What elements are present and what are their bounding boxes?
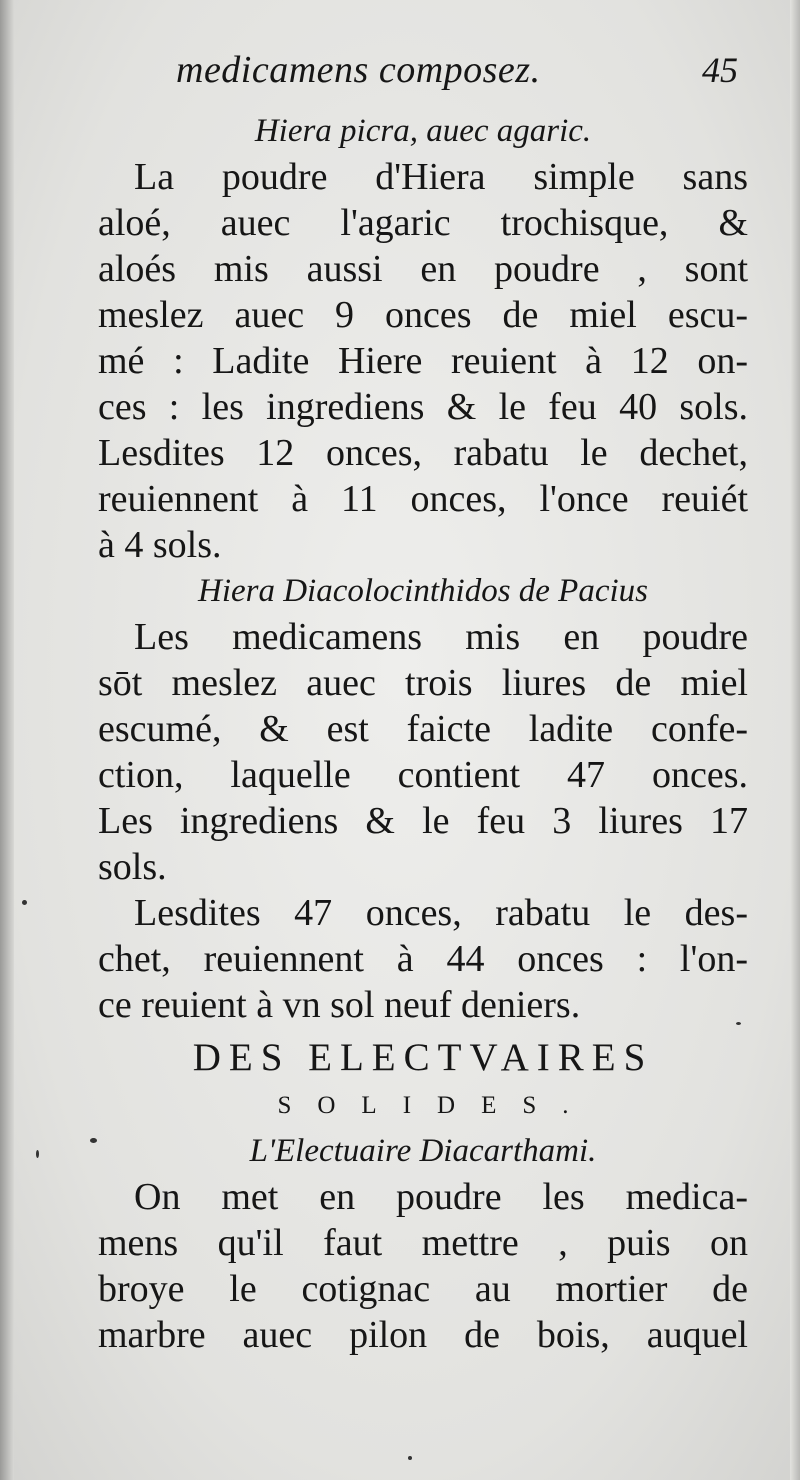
text-line: Les ingrediens & le feu 3 liures 17: [98, 800, 748, 842]
section-subtitle-solides: SOLIDES.: [277, 1092, 595, 1119]
page-header: [98, 48, 748, 108]
scan-speck: [90, 1138, 97, 1143]
text-line: ction, laquelle contient 47 onces.: [98, 754, 748, 796]
text-line: La poudre d'Hiera simple sans: [134, 156, 748, 198]
paragraph-diacolocinthidos-2: [98, 890, 748, 1028]
text-line: sols.: [98, 846, 167, 888]
scan-speck: [408, 1456, 412, 1460]
text-line: Les medicamens mis en poudre: [134, 616, 748, 658]
section-title-electuaires: DES ELECTVAIRES: [192, 1036, 654, 1079]
paragraph-hiera-picra: [98, 154, 748, 568]
heading-hiera-diacolocinthidos: Hiera Diacolocinthidos de Pacius: [197, 573, 648, 609]
heading-hiera-picra: Hiera picra, auec agaric.: [254, 113, 592, 149]
text-line: aloé, auec l'agaric trochisque, &: [98, 202, 748, 244]
scan-speck: [36, 1150, 39, 1158]
scan-speck: [22, 900, 27, 905]
text-line: mens qu'il faut mettre , puis on: [98, 1222, 748, 1264]
text-line: marbre auec pilon de bois, auquel: [98, 1314, 748, 1356]
text-line: reuiennent à 11 onces, l'once reuiét: [98, 478, 748, 520]
text-line: sōt meslez auec trois liures de miel: [98, 662, 748, 704]
text-line: ces : les ingrediens & le feu 40 sols.: [98, 386, 748, 428]
text-line: ce reuient à vn sol neuf deniers.: [98, 984, 581, 1026]
running-head: medicamens composez.: [176, 49, 541, 91]
text-line: meslez auec 9 onces de miel escu-: [98, 294, 748, 336]
text-line: escumé, & est faicte ladite confe-: [98, 708, 748, 750]
page-gutter-shadow: [0, 0, 14, 1480]
paragraph-diacolocinthidos-1: [98, 614, 748, 890]
page-number: 45: [702, 50, 738, 90]
text-line: On met en poudre les medica-: [134, 1176, 748, 1218]
text-line: chet, reuiennent à 44 onces : l'on-: [98, 938, 748, 980]
text-line: broye le cotignac au mortier de: [98, 1268, 748, 1310]
text-block: [98, 48, 748, 1358]
paragraph-diacarthami: [98, 1174, 748, 1358]
text-line: à 4 sols.: [98, 524, 222, 566]
heading-electuaire-diacarthami: L'Electuaire Diacarthami.: [249, 1133, 597, 1169]
text-line: Lesdites 47 onces, rabatu le des-: [134, 892, 748, 934]
scan-speck: [736, 1022, 741, 1025]
page-edge-shadow: [790, 0, 800, 1480]
text-line: Lesdites 12 onces, rabatu le dechet,: [98, 432, 748, 474]
text-line: mé : Ladite Hiere reuient à 12 on-: [98, 340, 748, 382]
text-line: aloés mis aussi en poudre , sont: [98, 248, 748, 290]
